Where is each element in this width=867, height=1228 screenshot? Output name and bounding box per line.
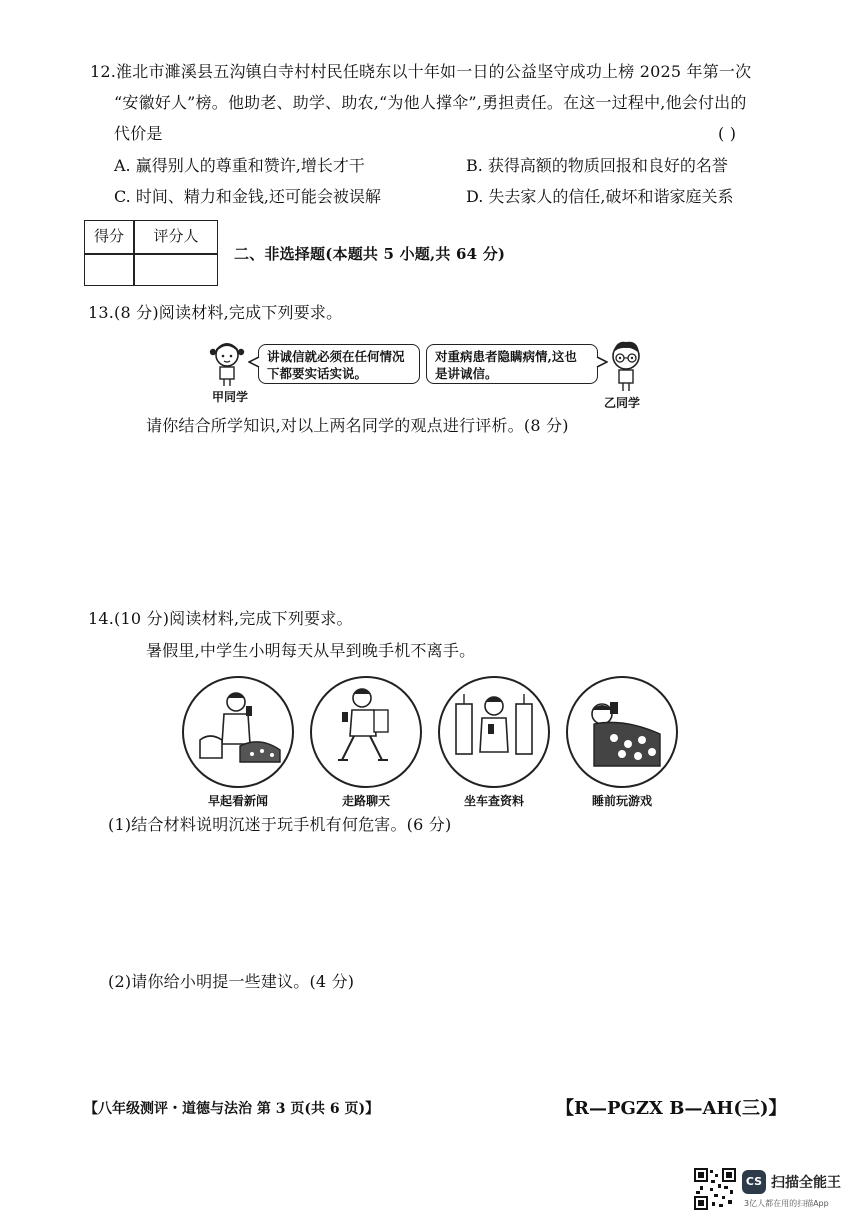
girl-student-icon (204, 338, 250, 388)
grader-label: 评分人 (153, 227, 199, 245)
watermark-app-name: 扫描全能王 (771, 1175, 841, 1191)
q12-option-b: B. 获得高额的物质回报和良好的名誉 (466, 156, 728, 175)
bubble-tail-left-icon (248, 356, 260, 368)
q12-line2: “安徽好人”榜。他助老、助学、助农,“为他人撑伞”,勇担责任。在这一过程中,他会付出的 (114, 93, 747, 112)
watermark-tagline: 3亿人都在用的扫描App (744, 1199, 829, 1208)
score-table-divider (85, 253, 217, 255)
bubble-right-text: 对重病患者隐瞒病情,这也是讲诚信。 (435, 349, 577, 381)
walking-phone-icon (308, 674, 424, 790)
student-b-label: 乙同学 (604, 396, 641, 410)
picture-label-3: 坐车查资料 (463, 794, 524, 808)
q14-subquestion-2: (2)请你给小明提一些建议。(4 分) (108, 972, 355, 991)
night-phone-icon (564, 674, 680, 790)
bubble-left-text: 讲诚信就必须在任何情况下都要实话实说。 (267, 349, 405, 381)
q13-question: 请你结合所学知识,对以上两名同学的观点进行评析。(8 分) (146, 416, 569, 435)
bus-phone-icon (436, 674, 552, 790)
q14-subquestion-1: (1)结合材料说明沉迷于玩手机有何危害。(6 分) (108, 815, 452, 834)
qr-code-icon (694, 1168, 736, 1210)
speech-bubble-right (426, 344, 598, 384)
q12-option-d: D. 失去家人的信任,破坏和谐家庭关系 (466, 187, 734, 206)
q12-option-c: C. 时间、精力和金钱,还可能会被误解 (114, 187, 381, 206)
camscanner-logo-icon: CS (742, 1170, 766, 1194)
speech-bubble-left (258, 344, 420, 384)
q13-header: 13.(8 分)阅读材料,完成下列要求。 (88, 303, 343, 322)
bed-phone-icon (180, 674, 296, 790)
picture-label-1: 早起看新闻 (207, 794, 268, 808)
q12-line3: 代价是 (114, 124, 163, 143)
score-label: 得分 (93, 227, 124, 245)
picture-label-4: 睡前玩游戏 (591, 794, 652, 808)
picture-label-2: 走路聊天 (341, 794, 390, 808)
score-table (84, 220, 218, 286)
student-a-label: 甲同学 (212, 390, 249, 404)
section2-title: 二、非选择题(本题共 5 小题,共 64 分) (234, 245, 506, 263)
q12-line1: 12.淮北市濉溪县五沟镇白寺村村民任晓东以十年如一日的公益坚守成功上榜 2025 年第一次 (90, 62, 752, 81)
q14-header: 14.(10 分)阅读材料,完成下列要求。 (88, 609, 353, 628)
boy-student-icon (602, 338, 650, 394)
footer-page-info: 【八年级测评・道德与法治 第 3 页(共 6 页)】 (84, 1101, 380, 1117)
footer-code: 【R—PGZX B—AH(三)】 (556, 1098, 787, 1119)
q12-option-a: A. 赢得别人的尊重和赞许,增长才干 (114, 156, 365, 175)
q12-answer-paren: ( ) (718, 124, 737, 143)
q14-material: 暑假里,中学生小明每天从早到晚手机不离手。 (146, 641, 476, 660)
